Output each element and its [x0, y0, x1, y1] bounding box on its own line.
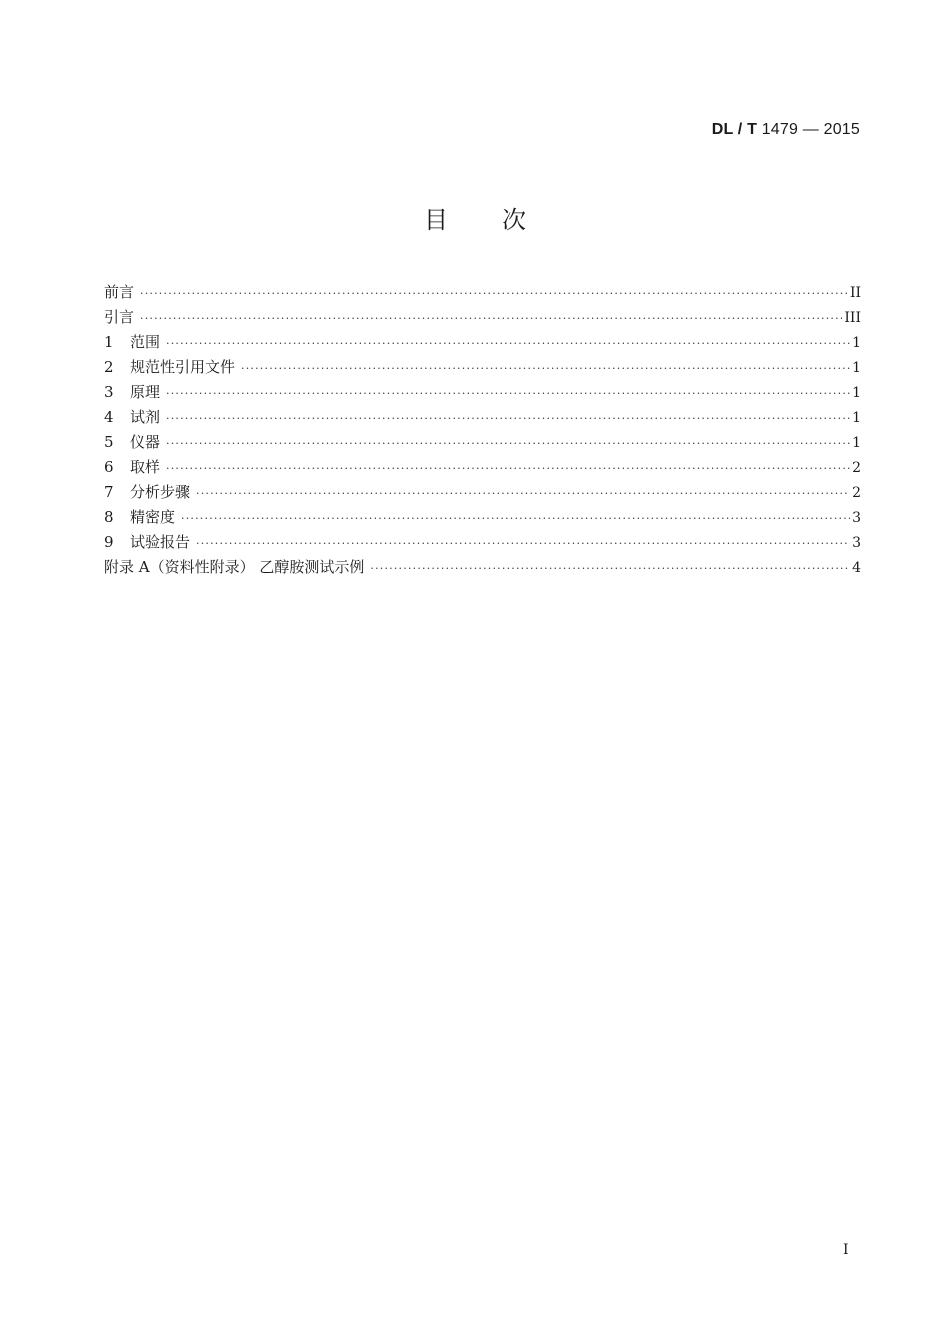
toc-entry-number: 1 [104, 333, 114, 351]
toc-entry-label: 取样 [130, 458, 161, 476]
toc-entry-scope[interactable] [104, 330, 861, 355]
toc-entry-label: 精密度 [130, 508, 176, 526]
toc-entry-page: III [844, 310, 861, 326]
toc-entry-procedure[interactable] [104, 480, 861, 505]
toc-leader-dots [166, 431, 850, 456]
toc-entry-page: II [849, 285, 861, 301]
toc-leader-dots [370, 556, 850, 581]
toc-leader-dots [166, 456, 850, 481]
toc-leader-dots [140, 306, 842, 331]
toc-entry-label: 仪器 [130, 433, 161, 451]
toc-entry-number: 9 [104, 533, 114, 551]
standard-code-number: 1479 — 2015 [757, 121, 860, 138]
page-number: I [843, 1242, 849, 1258]
toc-entry-page: 1 [852, 410, 861, 426]
toc-leader-dots [241, 356, 850, 381]
toc-entry-number: 4 [104, 408, 114, 426]
toc-entry-label: 试验报告 [130, 533, 191, 551]
toc-entry-page: 1 [852, 360, 861, 376]
toc-leader-dots [166, 331, 850, 356]
toc-entry-page: 1 [852, 335, 861, 351]
toc-entry-label: 前言 [104, 283, 135, 301]
toc-entry-page: 2 [852, 485, 861, 501]
toc-entry-reagents[interactable] [104, 405, 861, 430]
toc-entry-page: 3 [852, 535, 861, 551]
standard-code [712, 121, 860, 139]
toc-entry-number: 8 [104, 508, 114, 526]
toc-leader-dots [166, 406, 850, 431]
toc-title: 目次 [424, 206, 580, 234]
toc-entry-label: 引言 [104, 308, 135, 326]
toc-entry-apparatus[interactable] [104, 430, 861, 455]
toc-entry-sampling[interactable] [104, 455, 861, 480]
toc-entry-label: 原理 [130, 383, 161, 401]
toc-entry-number: 6 [104, 458, 114, 476]
toc-entry-annex-a[interactable] [104, 555, 861, 580]
toc-entry-label: 附录 A（资料性附录） 乙醇胺测试示例 [104, 558, 365, 576]
toc-entry-page: 1 [852, 435, 861, 451]
toc-entry-introduction[interactable] [104, 305, 861, 330]
toc-entry-page: 2 [852, 460, 861, 476]
toc-entry-page: 3 [852, 510, 861, 526]
table-of-contents [104, 280, 861, 580]
toc-entry-label: 规范性引用文件 [130, 358, 236, 376]
toc-entry-foreword[interactable] [104, 280, 861, 305]
toc-entry-page: 1 [852, 385, 861, 401]
toc-leader-dots [196, 481, 850, 506]
toc-entry-number: 7 [104, 483, 114, 501]
toc-entry-test-report[interactable] [104, 530, 861, 555]
toc-entry-label: 范围 [130, 333, 161, 351]
toc-leader-dots [181, 506, 850, 531]
toc-entry-principle[interactable] [104, 380, 861, 405]
toc-entry-page: 4 [852, 560, 861, 576]
toc-entry-label: 试剂 [130, 408, 161, 426]
toc-entry-precision[interactable] [104, 505, 861, 530]
toc-entry-number: 3 [104, 383, 114, 401]
toc-entry-label: 分析步骤 [130, 483, 191, 501]
toc-entry-number: 5 [104, 433, 114, 451]
toc-entry-normative-references[interactable] [104, 355, 861, 380]
toc-leader-dots [196, 531, 850, 556]
toc-leader-dots [166, 381, 850, 406]
toc-entry-number: 2 [104, 358, 114, 376]
toc-leader-dots [140, 281, 848, 306]
standard-code-prefix: DL / T [711, 121, 758, 138]
